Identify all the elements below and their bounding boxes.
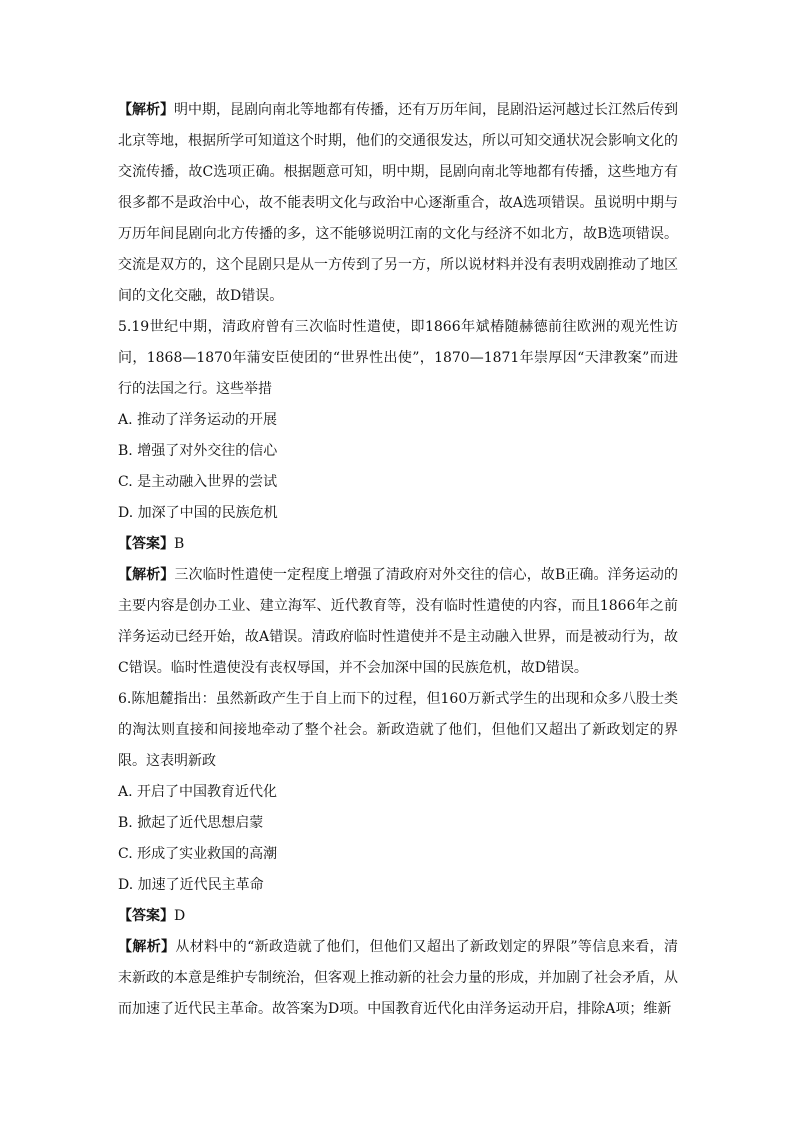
answer-value: D	[174, 908, 186, 924]
analysis-tag: 【解析】	[118, 939, 176, 955]
analysis-tag: 【解析】	[118, 102, 174, 118]
analysis-text: 明中期，昆剧向南北等地都有传播，还有万历年间，昆剧沿运河越过长江然后传到北京等地，根据所学可知道这个时期，他们的交通很发达，所以可知交通状况会影响文化的交流传播，故C选项正确。根据题意可知，明中期，昆剧向南北等地都有传播，这些地方有很多都不是政治中心，故不能表明文化与政治中心逐渐重合，故A选项错误。虽说明中期与万历年间昆剧向北方传播的多，这不能够说明江南的文化与经济不如北方，故B选项错误。交流是双方的，这个昆剧只是从一方传到了另一方，所以说材料并没有表明戏剧推动了地区间的文化交融，故D错误。	[118, 102, 678, 304]
question-6-analysis	[118, 932, 678, 1025]
analysis-text: 三次临时性遣使一定程度上增强了清政府对外交往的信心，故B正确。洋务运动的主要内容是创办工业、建立海军、近代教育等，没有临时性遣使的内容，而且1866年之前洋务运动已经开始，故A错误。清政府临时性遣使并不是主动融入世界，而是被动行为，故C错误。临时性遣使没有丧权辱国，并不会加深中国的民族危机，故D错误。	[118, 567, 678, 676]
question-5-answer	[118, 529, 678, 560]
question-6-option-c: C. 形成了实业救国的高潮	[118, 846, 278, 862]
question-6-stem: 6.陈旭麓指出：虽然新政产生于自上而下的过程，但160万新式学生的出现和众多八股士类的淘汰则直接和间接地牵动了整个社会。新政造就了他们，但他们又超出了新政划定的界限。这表明新政	[118, 691, 678, 769]
analysis-tag: 【解析】	[118, 567, 175, 583]
question-5-analysis	[118, 560, 678, 684]
answer-tag: 【答案】	[118, 908, 174, 924]
question-6-option-a: A. 开启了中国教育近代化	[118, 784, 278, 800]
question-5-option-b: B. 增强了对外交往的信心	[118, 443, 278, 459]
document-page	[118, 95, 678, 1025]
question-5-option-c: C. 是主动融入世界的尝试	[118, 474, 278, 490]
question-5-stem: 5.19世纪中期，清政府曾有三次临时性遣使，即1866年斌椿随赫德前往欧洲的观光性访问，1868—1870年蒲安臣使团的“世界性出使”，1870—1871年崇厚因“天津教案”而进行的法国之行。这些举措	[118, 319, 678, 397]
analysis-text: 从材料中的“新政造就了他们，但他们又超出了新政划定的界限”等信息来看，清末新政的本意是维护专制统治，但客观上推动新的社会力量的形成，并加剧了社会矛盾，从而加速了近代民主革命。故答案为D项。中国教育近代化由洋务运动开启，排除A项；维新	[118, 939, 679, 1017]
question-6-option-b: B. 掀起了近代思想启蒙	[118, 815, 264, 831]
question-5-option-d: D. 加深了中国的民族危机	[118, 505, 278, 521]
analysis-paragraph-4	[118, 95, 678, 312]
answer-tag: 【答案】	[118, 536, 174, 552]
answer-value: B	[174, 536, 185, 552]
question-5-option-a: A. 推动了洋务运动的开展	[118, 412, 278, 428]
question-6-option-d: D. 加速了近代民主革命	[118, 877, 264, 893]
question-6-answer	[118, 901, 678, 932]
